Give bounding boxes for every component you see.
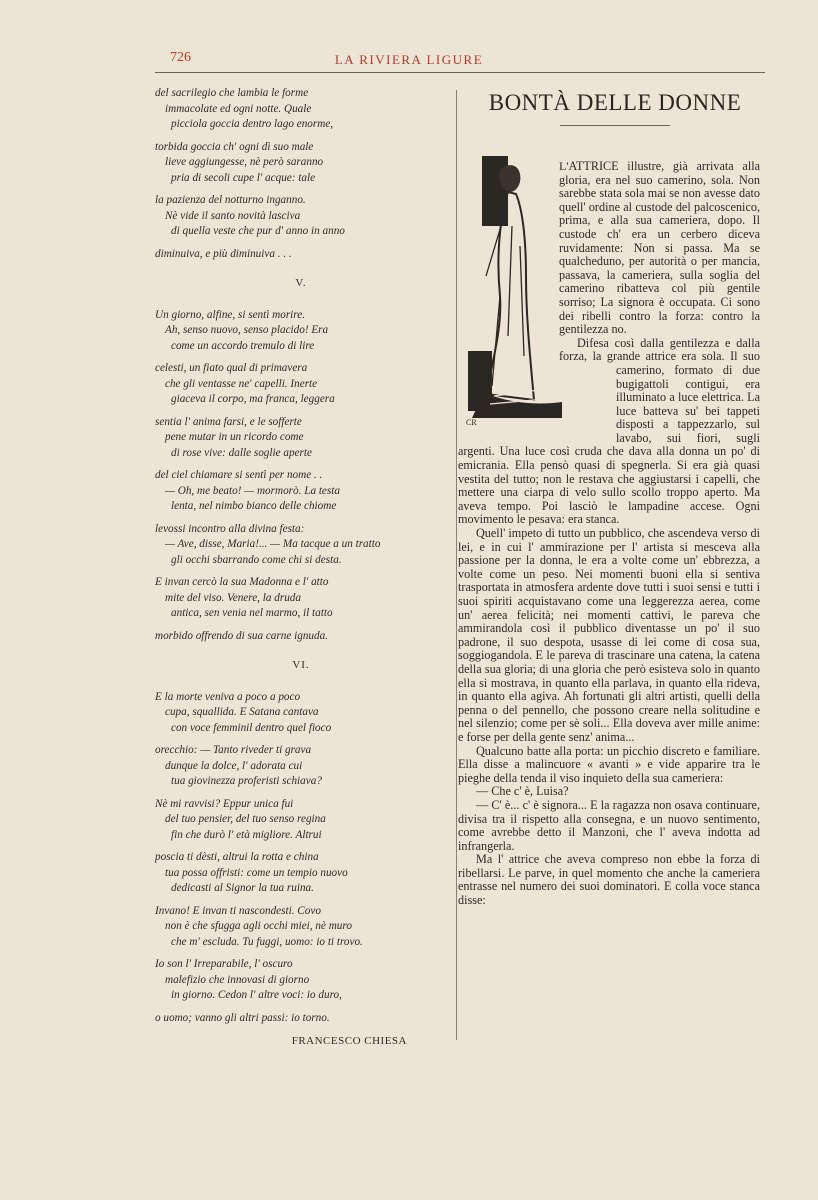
- poem-line: con voce femminil dentro quel fioco: [171, 721, 332, 734]
- poem-stanza: [155, 797, 447, 844]
- poem-line: del ciel chiamare si sentì per nome . .: [155, 469, 323, 481]
- poem-line: tua giovinezza proferisti schiava?: [171, 775, 322, 787]
- poem-line: del tuo pensier, del tuo senso regina: [165, 813, 326, 825]
- woodcut-signature: CR: [466, 418, 477, 427]
- story-paragraph: Ma l' attrice che aveva compreso non ebbe la forza di ribellarsi. Le parve, in quel momento che anche la cameriera entrasse nel numero dei suoi dominatori. E colla voce stanca disse:: [458, 852, 760, 908]
- poem-line: in giorno. Cedon l' altre voci: io duro,: [171, 989, 342, 1001]
- poem-line: — Ave, disse, Maria!... — Ma tacque a un tratto: [165, 538, 381, 550]
- page-number: 726: [170, 50, 191, 65]
- poem-stanza: [155, 247, 447, 263]
- poem-line: tua possa offristi: come un tempio nuovo: [165, 866, 348, 879]
- poem-line: Io son l' Irreparabile, l' oscuro: [155, 958, 293, 970]
- poem-line: Ah, senso nuovo, senso placido! Era: [165, 324, 329, 336]
- poem-stanza: [155, 1011, 447, 1027]
- poem-line: gli occhi sbarrando come chi si desta.: [171, 553, 342, 566]
- poem-stanza: [155, 690, 447, 737]
- poem-stanza: [155, 308, 447, 355]
- illustration-spacer: [458, 160, 559, 365]
- poem-line: celesti, un fiato qual di primavera: [155, 362, 308, 374]
- poem-line: Nè mi ravvisi? Eppur unica fui: [155, 797, 294, 810]
- poem-line: torbida goccia ch' ogni dì suo male: [155, 140, 314, 153]
- running-head: LA RIVIERA LIGURE: [334, 52, 484, 67]
- poem-line: del sacrilegio che lambia le forme: [155, 87, 309, 99]
- poem-line: che gli ventasse ne' capelli. Inerte: [165, 377, 318, 390]
- header-rule: [155, 72, 765, 73]
- story-paragraph: — C' è... c' è signora... E la ragazza non osava continuare, divisa tra il rispetto alla consegna, e un nuovo sentimento, come avrebbe detto il Manzoni, che l' aveva indotta ad infrangerla.: [458, 797, 760, 853]
- poem-stanza: [155, 850, 447, 897]
- poem-line: — Oh, me beato! — mormorò. La testa: [165, 484, 340, 497]
- poem-line: E invan cercò la sua Madonna e l' atto: [155, 576, 329, 588]
- poem-section-v: [155, 308, 447, 645]
- poem-stanza: [155, 361, 447, 408]
- poem-stanza: [155, 629, 447, 645]
- poem-line: che m' escluda. Tu fuggi, uomo: io ti trovo.: [171, 935, 363, 948]
- poem-line: mite del viso. Venere, la druda: [165, 591, 301, 604]
- section-heading-v: V.: [295, 277, 307, 289]
- poem-line: dunque la dolce, l' adorata cui: [165, 759, 303, 772]
- poem-column: [155, 86, 447, 1050]
- poem-stanza: [155, 522, 447, 569]
- poem-line: dedicasti al Signor la tua ruina.: [171, 882, 314, 894]
- poem-stanza: [155, 468, 447, 515]
- poem-line: di rose vive: dalle soglie aperte: [171, 446, 312, 459]
- poem-line: antica, sen venia nel marmo, il tatto: [171, 607, 333, 619]
- poem-line: levossi incontro alla divina festa:: [155, 522, 305, 535]
- poem-line: Invano! E invan ti nascondesti. Covo: [155, 904, 321, 917]
- poem-section-vi: [155, 690, 447, 1027]
- poem-line: cupa, squallida. E Satana cantava: [165, 706, 319, 718]
- illustration-spacer-lower: [458, 365, 616, 435]
- column-divider: [456, 90, 457, 1040]
- poem-stanza: [155, 575, 447, 622]
- poem-line: non è che sfugga agli occhi miei, nè muro: [165, 920, 352, 932]
- poem-line: fin che durò l' età migliore. Altrui: [171, 828, 322, 841]
- poem-line: come un accordo tremulo di lire: [171, 339, 315, 352]
- poem-line: malefizio che innovasi di giorno: [165, 973, 310, 986]
- poem-line: morbido offrendo di sua carne ignuda.: [155, 629, 328, 642]
- poem-line: lieve aggiungesse, nè però saranno: [165, 156, 324, 168]
- poem-line: Nè vide il santo novità lasciva: [165, 209, 301, 222]
- story-paragraph: Quell' impeto di tutto un pubblico, che ascendeva verso di lei, e in cui l' ammirazione per l' artista si mesceva alla passione per la donna, le era a volte come un' ebbrezza, a volte come un peso. Nei momenti buoni ella si sentiva trasportata in atmosfera ardente dove tutti i suoi sensi e tutti i suoi spiriti acquistavano come una leggerezza aerea, come un' aerea felicità; nei momenti cattivi, le pareva che ammirandola così il pubblico diventasse un po' il suo padrone, il suo despota, usasse di lei come di cosa sua, soggiogandola. E le pareva di trascinare una catena, la catena della sua gloria; di una gloria che però esisteva solo in quanto ella si mostrava, in quanto ella parlava, in quanto ella rideva, in quanto ella agiva. Ah fortunati gli altri artisti, quelli della penna o del pennello, che possono creare nella solitudine e nel silenzio; come per sè soli... Ella doveva aver mille anime: e forse per della gente senz' anima...: [458, 526, 760, 744]
- story-paragraph: Difesa così dalla gentilezza e dalla forza, la grande attrice era sola. Il suo camerino, formato di due bugigattoli contigui, era illuminato a luce elettrica. La luce batteva su' bei tappeti disposti a tappezzarlo, sul lavabo, sui fiori, sugli argenti. Una luce così cruda che dava alla donna un po' di emicrania. Ella pensò quasi di spegnerla. Si era già quasi vestita del tutto; non le restava che aggiustarsi i capelli, che mettere una ciarpa di velo sullo scollo troppo aperto. Ma aveva tempo. Poi lasciò le lampadine accese. Ogni movimento le pesava: era stanca.: [458, 335, 760, 527]
- section-heading-vi: VI.: [292, 659, 310, 671]
- poem-line: pene mutar in un ricordo come: [165, 431, 304, 443]
- poem-stanza: [155, 86, 447, 133]
- poem-stanza: [155, 415, 447, 462]
- poem-line: giaceva il corpo, ma franca, leggera: [171, 393, 335, 405]
- poem-line: immacolate ed ogni notte. Quale: [165, 102, 312, 115]
- poem-line: orecchio: — Tanto riveder ti grava: [155, 744, 312, 756]
- poem-line: lenta, nel nimbo bianco delle chiome: [171, 500, 337, 512]
- poem-stanza: [155, 140, 447, 187]
- poem-author: FRANCESCO CHIESA: [291, 1035, 407, 1047]
- poem-line: Un giorno, alfine, si sentì morire.: [155, 308, 305, 321]
- story-paragraph: Qualcuno batte alla porta: un picchio discreto e familiare. Ella disse a malincuore « avanti » e vide apparire tra le pieghe della tenda il viso inquieto della sua cameriera:: [458, 743, 760, 785]
- poem-stanza: [155, 904, 447, 951]
- poem-line: picciola goccia dentro lago enorme,: [171, 118, 334, 130]
- poem-line: di quella veste che pur d' anno in anno: [171, 225, 345, 237]
- story-paragraph: — Che c' è, Luisa?: [476, 784, 569, 799]
- poem-line: o uomo; vanno gli altri passi: io torno.: [155, 1011, 330, 1024]
- poem-stanza: [155, 193, 447, 240]
- story-title: BONTÀ DELLE DONNE: [488, 90, 742, 115]
- poem-line: sentia l' anima farsi, e le sofferte: [155, 415, 302, 428]
- story-paragraph: L'ATTRICE illustre, già arrivata alla gloria, era nel suo camerino, sola. Non sarebbe stata sola mai se non avesse dato quell' ordine al custode del palcoscenico, prima, e alla sua cameriera, dopo. Il custode ch' era un cerbero diceva ruvidamente: Non si passa. Ma se qualcheduno, per autorità o per mancia, passava, la cameriera, sulla soglia del camerino ribatteva col più gentile sorriso; La signora è occupata. Ci sono dei ribelli contro la forza: contro la gentilezza no.: [559, 159, 760, 337]
- poem-line: la pazienza del notturno inganno.: [155, 194, 306, 206]
- story-text: [458, 160, 760, 908]
- poem-stanza: [155, 743, 447, 790]
- poem-line: pria di secoli cupe l' acque: tale: [171, 171, 316, 184]
- poem-stanza: [155, 957, 447, 1004]
- poem-section-a: [155, 86, 447, 262]
- poem-line: diminuiva, e più diminuiva . . .: [155, 247, 292, 260]
- poem-line: E la morte veniva a poco a poco: [155, 690, 301, 703]
- poem-line: poscia ti dèsti, altrui la rotta e china: [155, 851, 319, 863]
- title-rule: [560, 125, 670, 126]
